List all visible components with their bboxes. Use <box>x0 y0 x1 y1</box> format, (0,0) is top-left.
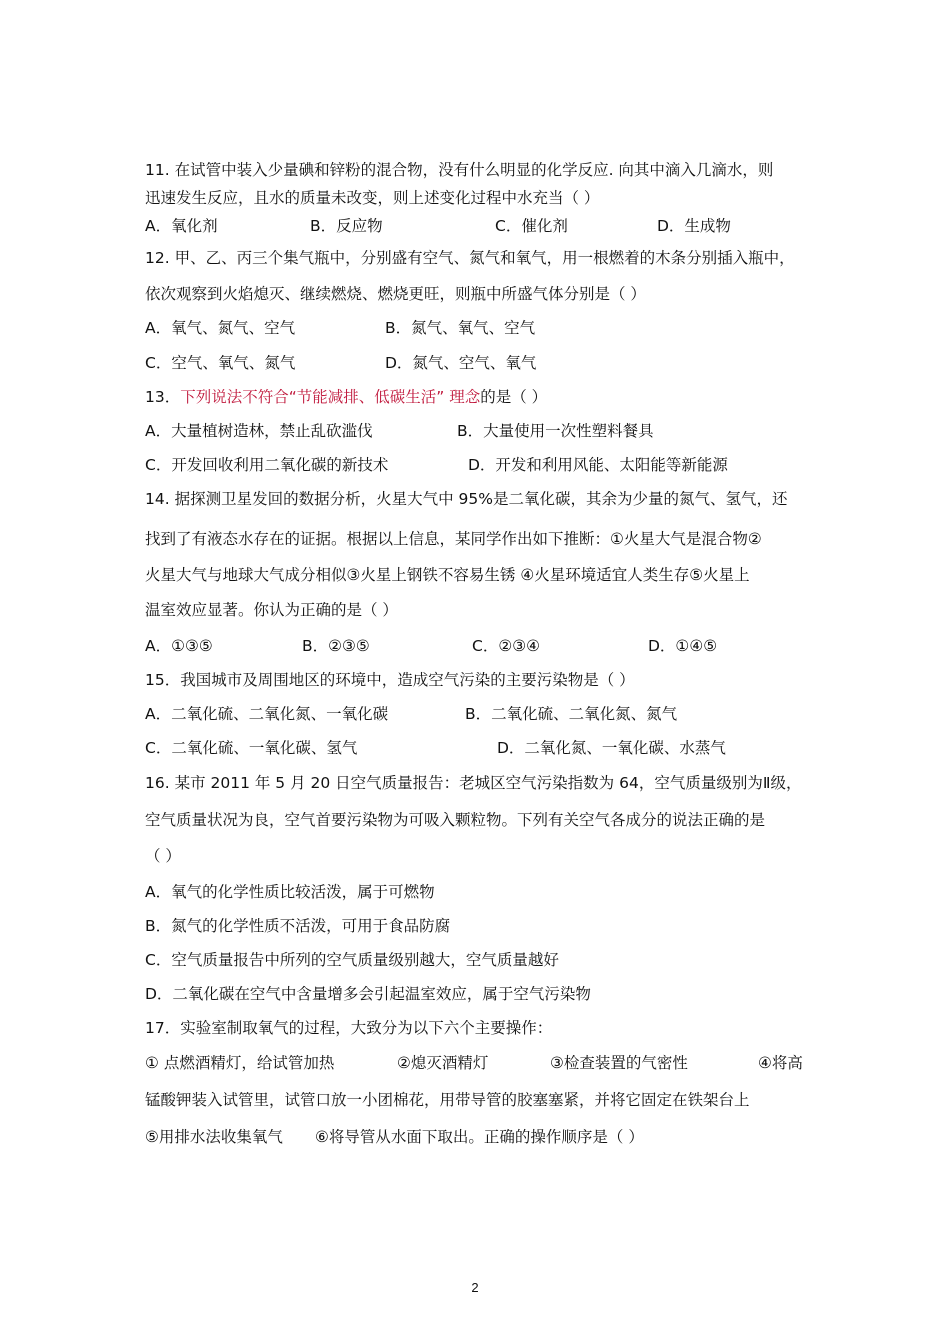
q12-option-d: D．氮气、空气、氧气 <box>385 354 537 372</box>
q15-options-row-1 <box>145 702 815 726</box>
q14-stem-line-3: 火星大气与地球大气成分相似③火星上钢铁不容易生锈 ④火星环境适宜人类生存⑤火星上 <box>145 566 750 584</box>
q16-stem-line-3: （ ） <box>145 847 181 865</box>
q17-steps-row-3 <box>145 1125 815 1149</box>
q12-option-a: A．氧气、氮气、空气 <box>145 319 296 337</box>
page-number: 2 <box>471 1280 479 1295</box>
q17-stem: 17．实验室制取氧气的过程，大致分为以下六个主要操作： <box>145 1019 553 1037</box>
q16-option-b: B．氮气的化学性质不活泼，可用于食品防腐 <box>145 917 451 935</box>
q15-option-d: D．二氧化氮、一氧化碳、水蒸气 <box>497 739 726 757</box>
q15-option-a: A．二氧化硫、二氧化氮、一氧化碳 <box>145 705 389 723</box>
q17-steps-row-1 <box>145 1051 815 1075</box>
q13-stem-highlight: 下列说法不符合“节能减排、低碳生活” 理念 <box>180 388 481 406</box>
q15-option-c: C．二氧化硫、一氧化碳、氢气 <box>145 739 358 757</box>
q14-option-c: C．②③④ <box>472 637 541 655</box>
q14-option-d: D．①④⑤ <box>648 637 718 655</box>
q15-stem: 15．我国城市及周围地区的环境中，造成空气污染的主要污染物是（ ） <box>145 671 635 689</box>
q12-options-row-1 <box>145 316 815 340</box>
q11-stem-line-1: 11. 在试管中装入少量碘和锌粉的混合物，没有什么明显的化学反应. 向其中滴入几滴水，则 <box>145 161 774 179</box>
q12-options-row-2 <box>145 351 815 375</box>
q16-stem-line-2: 空气质量状况为良，空气首要污染物为可吸入颗粒物。下列有关空气各成分的说法正确的是 <box>145 811 766 829</box>
q17-step-2: ②熄灭酒精灯 <box>397 1054 489 1072</box>
q13-option-a: A．大量植树造林，禁止乱砍滥伐 <box>145 422 373 440</box>
q15-option-b: B．二氧化硫、二氧化氮、氮气 <box>465 705 678 723</box>
q16-option-c: C．空气质量报告中所列的空气质量级别越大，空气质量越好 <box>145 951 559 969</box>
q13-stem <box>145 385 815 409</box>
q13-option-c: C．开发回收利用二氧化碳的新技术 <box>145 456 389 474</box>
q17-step-5: ⑤用排水法收集氧气 <box>145 1128 283 1146</box>
q14-option-b: B．②③⑤ <box>302 637 370 655</box>
q13-stem-end: 的是（ ） <box>480 388 548 406</box>
q17-step-3: ③检查装置的气密性 <box>550 1054 688 1072</box>
q13-option-b: B．大量使用一次性塑料餐具 <box>457 422 654 440</box>
q11-options <box>145 214 815 238</box>
q11-option-d: D．生成物 <box>657 217 731 235</box>
q11-stem-line-2: 迅速发生反应，且水的质量未改变，则上述变化过程中水充当（ ） <box>145 189 600 207</box>
q13-option-d: D．开发和利用风能、太阳能等新能源 <box>468 456 728 474</box>
q11-option-b: B．反应物 <box>310 217 383 235</box>
q11-option-c: C．催化剂 <box>495 217 568 235</box>
q14-option-a: A．①③⑤ <box>145 637 213 655</box>
q17-step-1: ① 点燃酒精灯，给试管加热 <box>145 1054 335 1072</box>
q15-options-row-2 <box>145 736 815 760</box>
q12-stem-line-2: 依次观察到火焰熄灭、继续燃烧、燃烧更旺，则瓶中所盛气体分别是（ ） <box>145 285 646 303</box>
q17-line-2: 锰酸钾装入试管里，试管口放一小团棉花，用带导管的胶塞塞紧，并将它固定在铁架台上 <box>145 1091 750 1109</box>
q13-number: 13． <box>145 388 181 406</box>
q14-options <box>145 634 815 658</box>
q13-options-row-1 <box>145 419 815 443</box>
q16-stem-line-1: 16. 某市 2011 年 5 月 20 日空气质量报告：老城区空气污染指数为 64，空气质量级别为Ⅱ级， <box>145 774 802 792</box>
q17-step-4-start: ④将高 <box>758 1054 803 1072</box>
q13-options-row-2 <box>145 453 815 477</box>
q14-stem-line-2: 找到了有液态水存在的证据。根据以上信息，某同学作出如下推断：①火星大气是混合物② <box>145 530 762 548</box>
q12-option-c: C．空气、氧气、氮气 <box>145 354 296 372</box>
q12-option-b: B．氮气、氧气、空气 <box>385 319 536 337</box>
q14-stem-line-1: 14. 据探测卫星发回的数据分析，火星大气中 95%是二氧化碳，其余为少量的氮气、氢气，还 <box>145 490 788 508</box>
q14-stem-line-4: 温室效应显著。你认为正确的是（ ） <box>145 601 398 619</box>
q11-option-a: A．氧化剂 <box>145 217 218 235</box>
q16-option-a: A．氧气的化学性质比较活泼，属于可燃物 <box>145 883 435 901</box>
q16-option-d: D．二氧化碳在空气中含量增多会引起温室效应，属于空气污染物 <box>145 985 591 1003</box>
q17-step-6: ⑥将导管从水面下取出。正确的操作顺序是（ ） <box>315 1128 644 1146</box>
q12-stem-line-1: 12. 甲、乙、丙三个集气瓶中，分别盛有空气、氮气和氧气，用一根燃着的木条分别插入瓶中， <box>145 249 795 267</box>
